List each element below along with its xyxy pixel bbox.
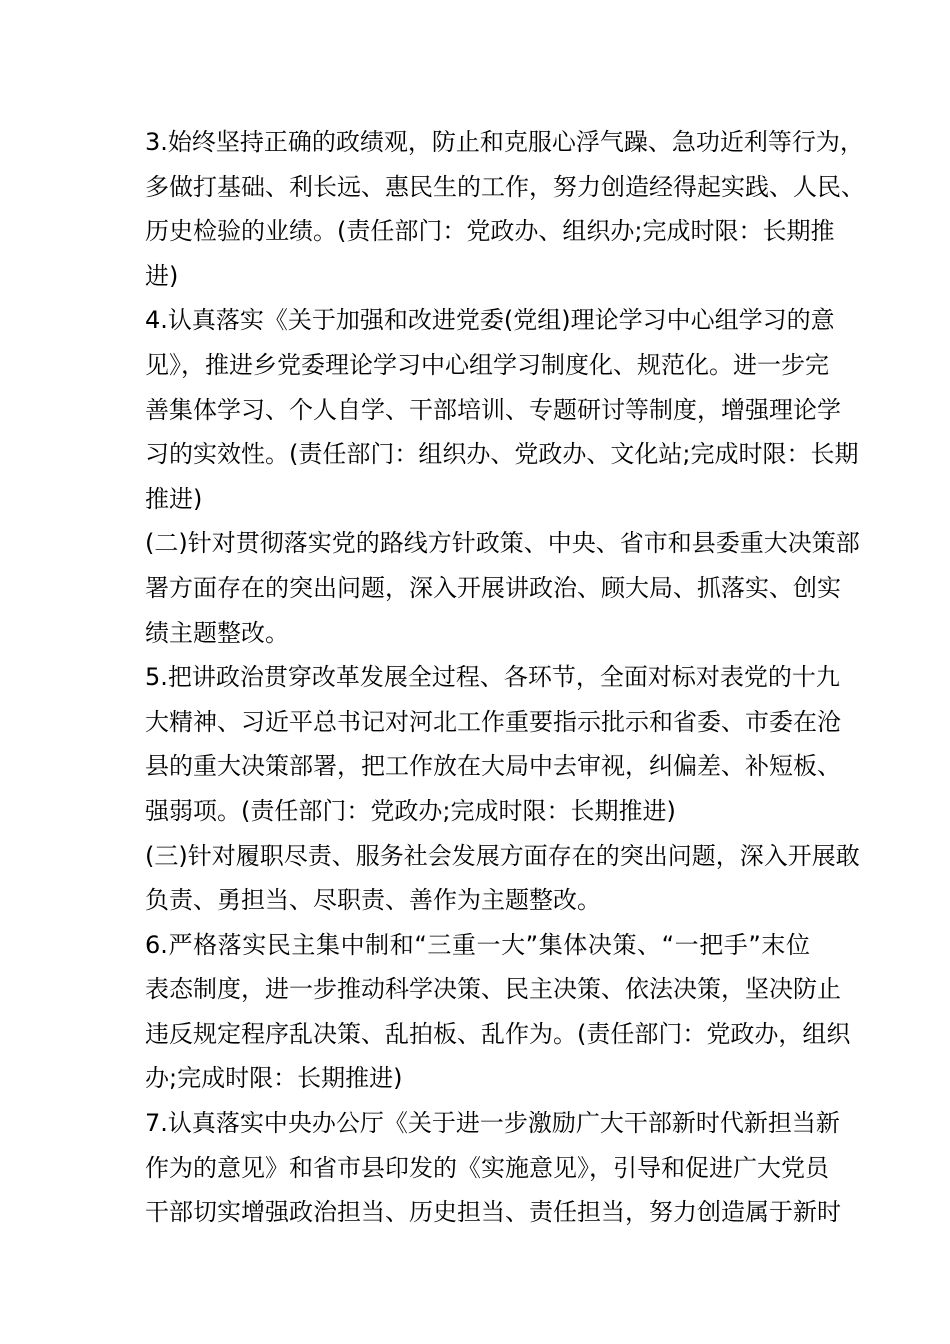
text-line: 绩主题整改。 (145, 618, 289, 647)
text-line: 作为的意见》和省市县印发的《实施意见》，引导和促进广大党员 (145, 1153, 829, 1182)
text-line: 大精神、习近平总书记对河北工作重要指示批示和省委、市委在沧 (145, 707, 841, 736)
text-line: 历史检验的业绩。(责任部门：党政办、组织办;完成时限：长期推 (145, 217, 835, 246)
text-line: 见》，推进乡党委理论学习中心组学习制度化、规范化。进一步完 (145, 350, 829, 379)
text-line: (三)针对履职尽责、服务社会发展方面存在的突出问题，深入开展敢 (145, 841, 860, 870)
text-line: 3.始终坚持正确的政绩观，防止和克服心浮气躁、急功近利等行为， (145, 128, 864, 156)
text-line: 多做打基础、利长远、惠民生的工作，努力创造经得起实践、人民、 (145, 172, 865, 201)
text-line: 7.认真落实中央办公厅《关于进一步激励广大干部新时代新担当新 (145, 1109, 840, 1138)
document-body (145, 120, 865, 1235)
text-line: 违反规定程序乱决策、乱拍板、乱作为。(责任部门：党政办，组织 (145, 1019, 851, 1048)
text-line: 县的重大决策部署，把工作放在大局中去审视，纠偏差、补短板、 (145, 752, 841, 781)
text-line: 4.认真落实《关于加强和改进党委(党组)理论学习中心组学习的意 (145, 306, 835, 335)
text-line: (二)针对贯彻落实党的路线方针政策、中央、省市和县委重大决策部 (145, 529, 860, 558)
text-line: 办;完成时限：长期推进) (145, 1064, 403, 1093)
text-line: 善集体学习、个人自学、干部培训、专题研讨等制度，增强理论学 (145, 395, 841, 424)
text-line: 表态制度，进一步推动科学决策、民主决策、依法决策，坚决防止 (145, 975, 841, 1004)
text-line: 6.严格落实民主集中制和“三重一大”集体决策、“一把手”末位 (145, 930, 810, 959)
text-line: 习的实效性。(责任部门：组织办、党政办、文化站;完成时限：长期 (145, 440, 859, 469)
text-line: 署方面存在的突出问题，深入开展讲政治、顾大局、抓落实、创实 (145, 573, 841, 602)
text-line: 5.把讲政治贯穿改革发展全过程、各环节，全面对标对表党的十九 (145, 663, 840, 692)
text-line: 推进) (145, 484, 203, 513)
text-line: 干部切实增强政治担当、历史担当、责任担当，努力创造属于新时 (145, 1198, 841, 1227)
text-line: 进) (145, 261, 179, 290)
text-line: 强弱项。(责任部门：党政办;完成时限：长期推进) (145, 796, 676, 825)
text-line: 负责、勇担当、尽职责、善作为主题整改。 (145, 886, 601, 915)
